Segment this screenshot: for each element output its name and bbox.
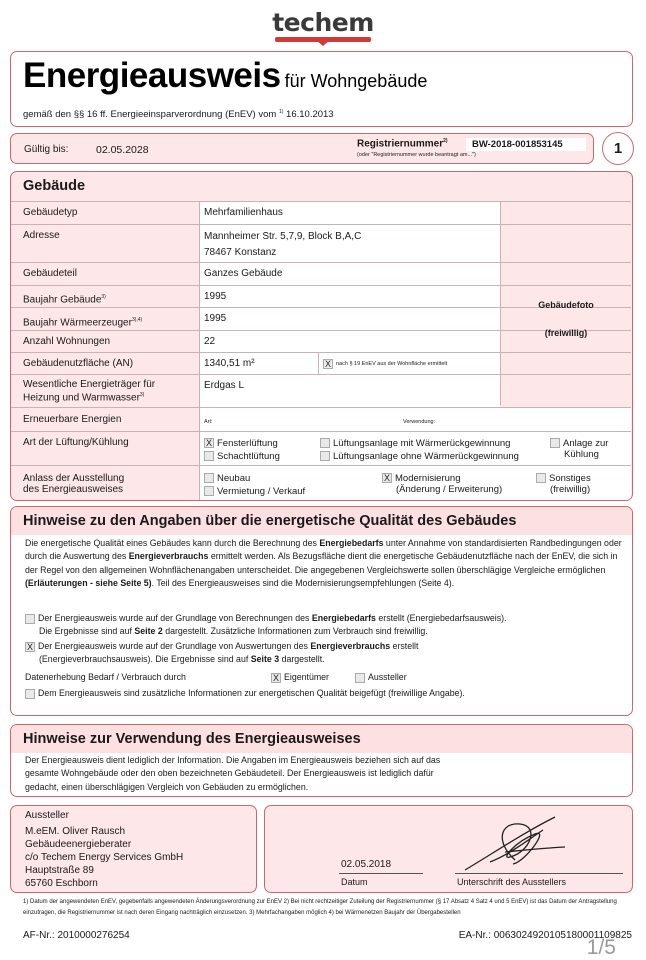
ventilation-options — [199, 432, 631, 465]
checkbox-extra-info[interactable] — [25, 689, 35, 699]
bold-text: Seite 2 — [134, 626, 163, 637]
checkbox-consumption-certificate[interactable]: X — [26, 641, 33, 652]
option-label: Kühlung — [564, 449, 599, 460]
area-method-option — [318, 353, 500, 374]
option-label: Neubau — [217, 473, 251, 484]
row-value: Mehrfamilienhaus — [199, 202, 500, 224]
document-title — [23, 56, 427, 96]
demand-certificate-option[interactable] — [25, 612, 625, 639]
checkbox[interactable] — [204, 451, 214, 461]
checkbox[interactable] — [536, 473, 546, 483]
option-owner[interactable] — [271, 671, 329, 684]
quality-notes-panel — [10, 506, 633, 716]
issuer-panel — [10, 805, 257, 893]
law-reference — [23, 109, 334, 120]
text: erstellt — [392, 641, 419, 651]
title-panel — [10, 51, 633, 127]
option-rent-sale[interactable] — [204, 486, 305, 497]
option-ventilation-with-recovery[interactable] — [320, 438, 510, 449]
building-section-title: Gebäude — [23, 178, 86, 194]
row-label-text: Anlass der Ausstellung — [23, 473, 125, 484]
option-window-ventilation[interactable] — [204, 438, 278, 449]
row-value: 1995 — [199, 308, 500, 330]
option-label: Schachtlüftung — [217, 451, 280, 462]
row-value: 22 — [199, 331, 500, 352]
registration-note: (oder "Registriernummer wurde beantragt am...") — [357, 152, 476, 158]
bold-text: Seite 3 — [250, 654, 280, 665]
date-label: Datum — [341, 877, 368, 887]
law-text: gemäß den §§ 16 ff. Energieeinsparverordnung (EnEV) vom — [23, 109, 277, 121]
footnotes: 1) Datum der angewendeten EnEV, gegebenfalls angewendeten Änderungsverordnung zur EnEV 2) Bei nicht rechtzeitiger Zuteilung der Registriernummer (§ 17 Absatz 4 Satz 4 und 5 EnEV) ist das Datum der Antragstellung einzutragen, die Registriernummer ist nach deren Eingang nachträglich einzusetzen. 3) Mehrfachangaben möglich 4) bei Wärmenetzen Baujahr der Übergabestellen — [23, 899, 617, 916]
text: unter Annahme von standardisierten Randbedingungen oder durch die Auswertung des — [25, 538, 622, 562]
bold-text: Energiebedarfs — [319, 538, 384, 548]
issue-date: 02.05.2018 — [341, 859, 392, 870]
checkbox-label: nach § 19 EnEV aus der Wohnfläche ermittelt — [336, 361, 448, 367]
signature-panel — [264, 805, 633, 893]
renewable-energy-value — [199, 408, 631, 431]
option-label: Lüftungsanlage ohne Wärmerückgewinnung — [333, 451, 519, 462]
row-label — [11, 314, 199, 329]
option-label: Aussteller — [368, 672, 407, 682]
option-label: (freiwillig) — [550, 484, 591, 495]
option-shaft-ventilation[interactable] — [204, 451, 280, 462]
law-date: 16.10.2013 — [286, 109, 334, 121]
building-row — [11, 465, 631, 501]
option-label: Anlage zur — [563, 438, 609, 449]
issuer-title: Gebäudeenergieberater — [25, 839, 132, 850]
text: Der Energieausweis wurde auf der Grundlage von Auswertungen des — [38, 641, 308, 651]
issuer-city: 65760 Eschborn — [25, 878, 98, 889]
extra-info-option[interactable] — [25, 687, 625, 700]
option-cooling[interactable] — [550, 438, 608, 460]
checkbox-owner[interactable]: X — [272, 672, 279, 683]
checkbox-area-method[interactable]: X — [324, 358, 331, 369]
footnote-marker: 2) — [443, 138, 448, 144]
footnote-marker: 1) — [278, 109, 284, 115]
option-label: Sonstiges — [549, 473, 591, 484]
row-value: 1995 — [199, 286, 500, 307]
building-photo-placeholder — [500, 202, 631, 405]
signature-line — [455, 873, 623, 874]
row-label: Gebäudenutzfläche (AN) — [23, 358, 134, 369]
renewable-use-label: Verwendung: — [403, 419, 436, 425]
text: ermittelt werden. Als Bezugsfläche dient die energetische Gebäudenutzfläche nach der EnEV, die sich in der Regel von den allgemeinen Wohnflächenangaben unterscheidet. Die angegebenen Vergleichswerte sollen überschlägige Vergleiche ermöglichen — [25, 551, 618, 575]
usage-notes-panel — [10, 724, 633, 797]
bold-text: Energieverbrauchs — [310, 641, 391, 651]
bold-text: (Erläuterungen - siehe Seite 5) — [25, 577, 152, 588]
row-label-text: Baujahr Gebäude — [23, 294, 102, 306]
row-label: Erneuerbare Energien — [23, 414, 122, 425]
row-label — [11, 379, 199, 403]
registration-label — [357, 138, 448, 149]
row-label: Adresse — [23, 230, 60, 241]
row-value — [199, 225, 500, 262]
option-label: Lüftungsanlage mit Wärmerückgewinnung — [333, 438, 511, 449]
occasion-options — [199, 466, 631, 501]
text: Der Energieausweis wurde auf der Grundlage von Berechnungen des — [38, 613, 310, 623]
bold-text: Energiebedarfs — [311, 613, 376, 623]
option-other[interactable] — [536, 473, 591, 495]
text: dargestellt. — [281, 654, 325, 665]
building-row — [11, 431, 631, 465]
row-label: Gebäudeteil — [23, 268, 77, 279]
issuer-street: Hauptstraße 89 — [25, 865, 94, 876]
row-label-text: des Energieausweises — [23, 484, 124, 495]
checkbox[interactable] — [550, 438, 560, 448]
text: dargestellt. Zusätzliche Informationen zum Verbrauch sind freiwillig. — [165, 626, 428, 637]
row-value: Ganzes Gebäude — [199, 263, 500, 285]
text: erstellt (Energiebedarfsausweis). — [378, 613, 507, 623]
logo-text: techem — [272, 8, 374, 37]
usage-notes-title: Hinweise zur Verwendung des Energieausweises — [23, 731, 361, 747]
footnote-marker: 3),4) — [131, 317, 143, 323]
option-issuer[interactable] — [355, 671, 407, 684]
bold-text: Energieverbrauchs — [128, 551, 209, 562]
text: (Energieverbrauchsausweis). Die Ergebnisse sind auf — [39, 654, 249, 665]
text: Die Ergebnisse sind auf — [39, 626, 132, 637]
date-line — [339, 873, 423, 874]
ea-number: EA-Nr.: 00630249201051800011098​25 — [458, 930, 632, 941]
row-label: Gebäudetyp — [23, 207, 78, 218]
option-label: Vermietung / Verkauf — [217, 486, 306, 497]
consumption-certificate-option[interactable] — [25, 640, 625, 667]
row-label-text: Baujahr Wärmeerzeuger — [23, 317, 132, 329]
row-label: Art der Lüftung/Kühlung — [23, 437, 129, 448]
logo-underline — [275, 37, 371, 42]
checkbox-demand-certificate[interactable] — [25, 614, 35, 624]
title-text: Energieausweis — [23, 56, 281, 95]
af-number: AF-Nr.: 2010000276254 — [23, 930, 130, 941]
row-label-text: Heizung und Warmwasser — [23, 392, 140, 404]
page-indicator: 1/5 — [586, 936, 616, 959]
photo-note: (freiwillig) — [544, 328, 588, 338]
checkbox[interactable]: X — [383, 473, 390, 484]
valid-until-label: Gültig bis: — [24, 144, 69, 155]
renewable-type-label: Art: — [204, 419, 213, 425]
registration-label-text: Registriernummer — [357, 138, 444, 150]
footnote-marker: 3) — [101, 294, 106, 300]
option-ventilation-without-recovery[interactable] — [320, 451, 519, 462]
building-panel — [10, 171, 633, 501]
checkbox[interactable]: X — [205, 438, 212, 449]
issuer-label: Aussteller — [25, 810, 69, 821]
checkbox[interactable] — [204, 486, 214, 496]
building-row — [11, 407, 631, 431]
text: Die energetische Qualität eines Gebäudes kann durch die Berechnung des — [25, 538, 317, 548]
text: . Teil des Energieausweises sind die Modernisierungsempfehlungen (Seite 4). — [151, 577, 455, 588]
usage-notes-text: Der Energieausweis dient lediglich der Information. Die Angaben im Energieausweis beziehen sich auf das gesamte Wohngebäude oder den oben bezeichneten Gebäudeteil. Der Energieausweis ist lediglich dafür gedacht, einen überschlägigen Vergleich von Gebäuden zu ermöglichen. — [25, 755, 441, 792]
row-label — [11, 291, 199, 306]
option-new-building[interactable] — [204, 473, 250, 484]
page-number-badge: 1 — [602, 132, 634, 165]
checkbox[interactable] — [320, 451, 330, 461]
techem-logo — [0, 8, 646, 42]
title-subtitle: für Wohngebäude — [284, 71, 428, 91]
row-value: Erdgas L — [199, 375, 500, 407]
checkbox[interactable] — [320, 438, 330, 448]
issuer-name: M.eEM. Oliver Rausch — [25, 826, 126, 837]
photo-label: Gebäudefoto — [538, 300, 594, 310]
row-label — [11, 473, 199, 495]
checkbox[interactable] — [204, 473, 214, 483]
registration-number: BW-2018-001853145 — [466, 138, 586, 151]
signature-icon — [455, 812, 575, 874]
valid-until-value: 02.05.2028 — [96, 144, 149, 156]
option-label: Modernisierung — [395, 473, 461, 484]
option-label: (Änderung / Erweiterung) — [396, 484, 503, 495]
quality-notes-paragraph — [25, 537, 625, 590]
option-modernization[interactable] — [382, 473, 502, 495]
address-line-1: Mannheimer Str. 5,7,9, Block B,A,C — [204, 231, 362, 242]
data-collection-row — [25, 671, 625, 684]
data-collection-label: Datenerhebung Bedarf / Verbrauch durch — [25, 672, 186, 682]
row-value: 1340,51 m² — [199, 353, 318, 374]
issuer-company: c/o Techem Energy Services GmbH — [25, 852, 184, 863]
option-label: Eigentümer — [284, 672, 329, 682]
address-line-2: 78467 Konstanz — [204, 247, 277, 258]
row-label-text: Wesentliche Energieträger für — [23, 379, 156, 390]
checkbox-issuer[interactable] — [355, 673, 365, 683]
validity-panel — [10, 133, 594, 164]
option-label: Dem Energieausweis sind zusätzliche Informationen zur energetischen Qualität beigefügt (freiwillige Angabe). — [38, 688, 465, 698]
signature-label: Unterschrift des Ausstellers — [457, 877, 567, 887]
footnote-marker: 3) — [139, 392, 145, 398]
option-label: Fensterlüftung — [217, 438, 278, 449]
row-label: Anzahl Wohnungen — [23, 336, 111, 347]
quality-notes-title: Hinweise zu den Angaben über die energetische Qualität des Gebäudes — [23, 513, 517, 529]
